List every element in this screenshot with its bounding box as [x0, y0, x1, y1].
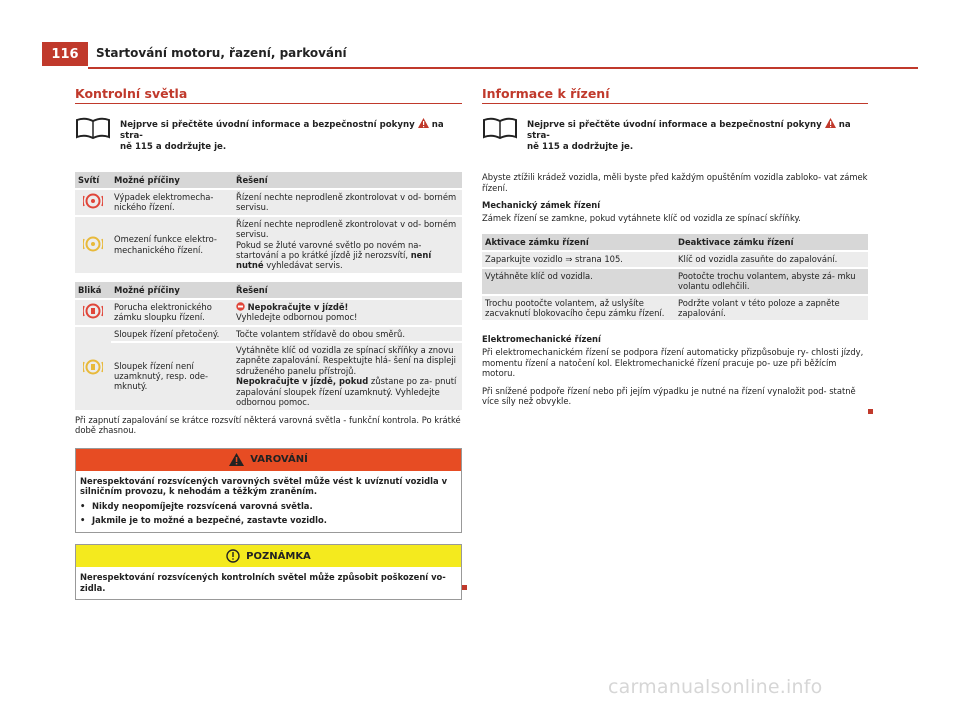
open-book-icon — [482, 116, 518, 140]
steering-lock-yellow-icon — [75, 326, 111, 410]
safety-notice — [482, 116, 868, 153]
cause-cell: Výpadek elektromecha- nického řízení. — [111, 189, 233, 216]
section-end-marker — [462, 585, 467, 590]
exclamation-circle-icon — [226, 549, 240, 563]
elmech-paragraph: Při elektromechanickém řízení se podpora řízení automaticky přizpůsobuje ry- chlosti jízdy, momentu řízení a natočení kol. Elektromechanické řízení pracuje po- uze při běžícím motoru. — [482, 347, 864, 379]
solution-text-c: není nutné — [236, 250, 432, 271]
bullet-icon: • — [80, 500, 86, 511]
list-item: • Jakmile je to možné a bezpečné, zastavte vozidlo. — [80, 515, 327, 526]
cause-cell: Sloupek řízení přetočený. — [111, 326, 233, 342]
table-row — [482, 251, 868, 267]
note-label: POZNÁMKA — [246, 550, 311, 562]
solution-text-d: vyhledávat servis. — [266, 260, 343, 271]
warning-triangle-icon — [825, 118, 836, 128]
warning-triangle-icon — [229, 453, 244, 466]
warning-box — [75, 448, 462, 533]
watermark: carmanualsonline.info — [608, 676, 823, 698]
col-header-lit: Svítí — [75, 172, 111, 189]
col-header-deactivation: Deaktivace zámku řízení — [675, 234, 868, 251]
mech-lock-heading: Mechanický zámek řízení — [482, 200, 601, 211]
warning-text: Nerespektování rozsvícených varovných světel může vést k uvíznutí vozidla v silničním provozu, k nehodám a těžkým zraněním. — [80, 475, 448, 497]
table-row — [482, 295, 868, 321]
lit-lights-table — [75, 172, 462, 273]
solution-cell: Řízení nechte neprodleně zkontrolovat v od- borném servisu. — [233, 189, 462, 216]
steering-warning-red-icon — [75, 189, 111, 216]
solution-cell — [233, 216, 462, 273]
solution-text-b: Vyhledejte odbornou pomoc! — [236, 312, 358, 323]
running-title: Startování motoru, řazení, parkování — [96, 46, 347, 60]
activation-cell: Zaparkujte vozidlo ⇒ strana 105. — [482, 251, 675, 267]
right-column — [482, 86, 868, 407]
table-row — [75, 342, 462, 409]
deactivation-cell: Pootočte trochu volantem, abyste zá- mku volantu odlehčili. — [675, 268, 868, 295]
deactivation-cell: Klíč od vozidla zasuňte do zapalování. — [675, 251, 868, 267]
solution-cell — [233, 342, 462, 409]
solution-text-a: Nepokračujte v jízdě! — [247, 301, 349, 312]
warning-label: VAROVÁNÍ — [250, 454, 308, 466]
note-text: Nerespektování rozsvícených kontrolních světel může způsobit poškození vo- zidla. — [80, 572, 446, 593]
deactivation-cell: Podržte volant v této poloze a zapněte zapalování. — [675, 295, 868, 321]
warning-box-header — [76, 449, 461, 471]
reduced-assist-paragraph: Při snížené podpoře řízení nebo při jejím výpadku je nutné na řízení vynaložit pod- statně více síly než obvykle. — [482, 385, 856, 407]
flashing-lights-table — [75, 282, 462, 410]
notice-text-c: ně 115 a dodržujte je. — [527, 142, 634, 152]
warning-triangle-icon — [418, 118, 429, 128]
header-rule — [88, 67, 918, 69]
table-row — [482, 268, 868, 295]
col-header-flashing: Bliká — [75, 282, 111, 299]
solution-text-c: zůstane po za- pnutí zapalování sloupek řízení uzamknutý. Vyhledejte odbornou pomoc. — [236, 376, 457, 408]
section-title-warning-lights: Kontrolní světla — [75, 86, 462, 104]
steering-warning-yellow-icon — [75, 216, 111, 273]
col-header-solution: Řešení — [233, 172, 462, 189]
function-check-paragraph: Při zapnutí zapalování se krátce rozsvítí některá varovná světla - funkční kontrola. Po krátké době zhasnou. — [75, 414, 461, 436]
solution-text-a: Řízení nechte neprodleně zkontrolovat v od- borném servisu. — [236, 218, 457, 240]
activation-cell: Vytáhněte klíč od vozidla. — [482, 268, 675, 295]
table-row — [75, 216, 462, 273]
solution-cell — [233, 299, 462, 326]
table-row — [75, 299, 462, 326]
left-column — [75, 86, 462, 600]
cause-cell: Porucha elektronického zámku sloupku řízení. — [111, 299, 233, 326]
table-row — [75, 189, 462, 216]
col-header-activation: Aktivace zámku řízení — [482, 234, 675, 251]
note-box — [75, 544, 462, 600]
cause-cell: Omezení funkce elektro- mechanického řízení. — [111, 216, 233, 273]
elmech-heading: Elektromechanické řízení — [482, 334, 601, 345]
section-title-steering-info: Informace k řízení — [482, 86, 868, 104]
notice-text-c: ně 115 a dodržujte je. — [120, 142, 227, 152]
col-header-solution: Řešení — [233, 282, 462, 299]
section-end-marker — [868, 409, 873, 414]
list-item: • Nikdy neopomíjejte rozsvícená varovná světla. — [80, 500, 313, 511]
bullet-icon: • — [80, 515, 86, 526]
solution-text-a: Vytáhněte klíč od vozidla ze spínací skříňky a znovu zapněte zapalování. Respektujte hlá- šení na displeji sdruženého panelu přístrojů. — [236, 345, 456, 376]
activation-cell: Trochu pootočte volantem, až uslyšíte zacvaknutí blokovacího čepu zámku řízení. — [482, 295, 675, 321]
notice-text-a: Nejprve si přečtěte úvodní informace a bezpečnostní pokyny — [527, 120, 822, 130]
solution-cell: Točte volantem střídavě do obou směrů. — [233, 326, 462, 342]
solution-text-b: Pokud se žluté varovné světlo po novém na- startování a po krátké jízdě již nerozsvítí, — [236, 239, 422, 261]
mech-lock-paragraph: Zámek řízení se zamkne, pokud vytáhnete klíč od vozidla ze spínací skříňky. — [482, 212, 801, 223]
notice-text-a: Nejprve si přečtěte úvodní informace a bezpečnostní pokyny — [120, 120, 415, 130]
intro-paragraph: Abyste ztížili krádež vozidla, měli byste před každým opuštěním vozidla zabloko- vat zámek řízení. — [482, 172, 868, 193]
notice-text-b: na stra- — [527, 120, 851, 141]
cause-cell: Sloupek řízení není uzamknutý, resp. ode- mknutý. — [111, 342, 233, 409]
steering-lock-table — [482, 234, 868, 320]
col-header-causes: Možné příčiny — [111, 172, 233, 189]
stop-light-icon — [236, 302, 245, 311]
col-header-causes: Možné příčiny — [111, 282, 233, 299]
note-box-header — [76, 545, 461, 567]
page-number: 116 — [42, 42, 88, 66]
safety-notice — [75, 116, 462, 153]
table-row — [75, 326, 462, 342]
solution-text-b: Nepokračujte v jízdě, pokud — [236, 376, 369, 387]
steering-lock-red-icon — [75, 299, 111, 326]
notice-text-b: na stra- — [120, 120, 444, 141]
open-book-icon — [75, 116, 111, 140]
